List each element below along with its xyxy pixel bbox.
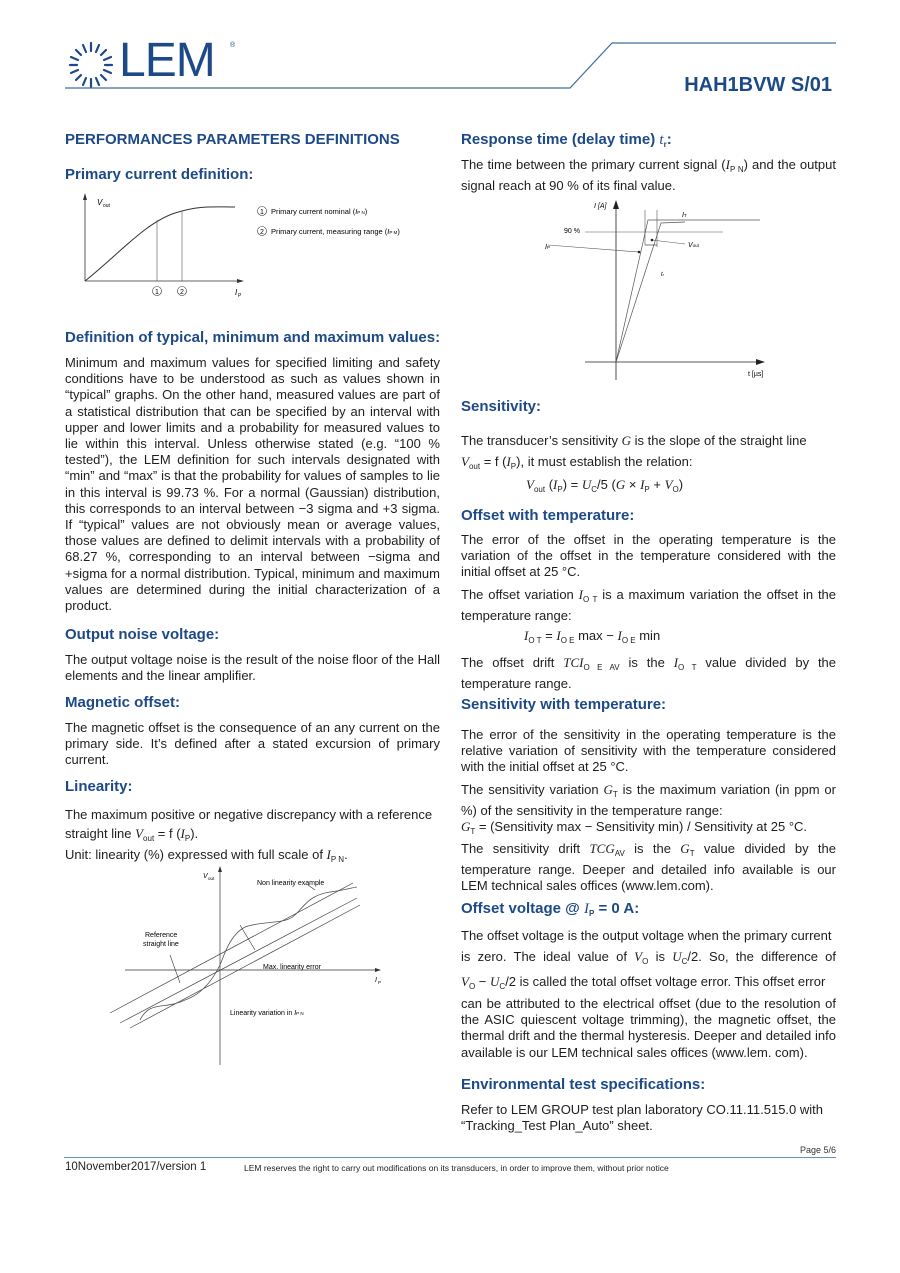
svg-text:I [A]: I [A] xyxy=(594,203,607,210)
svg-text:1: 1 xyxy=(155,289,159,296)
svg-text:Reference: Reference xyxy=(145,932,178,939)
lem-logo-text: LEM xyxy=(119,34,215,87)
sens-temp-p4: The sensitivity drift $TCG_{AV}$ is the $G_T$ value divided by the temperature range. Deeper and detailed info available is our LEM technical sales offices (www.lem.com). xyxy=(461,841,837,894)
svg-text:tr: tr xyxy=(661,272,665,278)
page-number: Page 5/6 xyxy=(799,1145,836,1155)
typical-heading: Definition of typical, minimum and maximum values: xyxy=(65,329,441,346)
svg-text:1: 1 xyxy=(260,209,264,216)
svg-text:V: V xyxy=(97,198,103,207)
sensitivity-heading: Sensitivity: xyxy=(461,398,542,415)
magnetic-heading: Magnetic offset: xyxy=(65,694,181,711)
svg-text:Primary current, measuring ran: Primary current, measuring range (IP M) xyxy=(271,227,400,236)
offset-temp-p2: The offset variation $I_{O T}$ is a maximum variation the offset in the temperature range: xyxy=(461,587,837,624)
svg-text:I: I xyxy=(235,288,238,297)
response-body: The time between the primary current signal $(I_{P N})$ and the output signal reach at 90 % of its final value. xyxy=(461,157,836,194)
svg-text:90 %: 90 % xyxy=(564,228,580,235)
offset-temp-p1: The error of the offset in the operating temperature is the variation of the offset in the temperature considered with the initial offset at 25 °C. xyxy=(461,532,836,580)
offset-temp-heading: Offset with temperature: xyxy=(461,507,635,524)
main-heading: PERFORMANCES PARAMETERS DEFINITIONS xyxy=(65,131,400,148)
svg-text:straight line: straight line xyxy=(143,941,179,948)
offset-voltage-heading: Offset voltage @ $I_P = 0$ A: xyxy=(461,900,640,918)
svg-text:t [µs]: t [µs] xyxy=(748,371,764,378)
sens-temp-p1: The error of the sensitivity in the operating temperature is the relative variation of sensitivity with the temperature considered with the initial offset at 25 °C. xyxy=(461,727,836,775)
sensitivity-formula: $V_{out}$ $(I_P) = U_C/5$ $(G \times I_P + V_O)$ xyxy=(526,477,684,494)
magnetic-body: The magnetic offset is the consequence of an any current on the primary side. It’s defined after a stated excursion of primary current. xyxy=(65,720,440,768)
response-heading: Response time (delay time) $t_r$: xyxy=(461,131,672,149)
svg-text:out: out xyxy=(103,203,110,209)
noise-body: The output voltage noise is the result of the noise floor of the Hall elements and the linear amplifier. xyxy=(65,652,440,684)
footer-rule xyxy=(64,1157,836,1158)
footer-version: 10November2017/version 1 xyxy=(65,1161,207,1173)
sens-temp-p3: $G_T$ = (Sensitivity max − Sensitivity min) / Sensitivity at 25 °C. xyxy=(461,819,808,836)
svg-text:2: 2 xyxy=(260,229,264,236)
sensitivity-body: The transducer’s sensitivity G is the slope of the straight line $V_{out} = f$ $(I_P)$, it must establish the relation: xyxy=(461,433,807,471)
linearity-figure xyxy=(105,865,385,1070)
svg-text:P: P xyxy=(238,293,242,299)
sens-temp-p2: The sensitivity variation $G_T$ is the maximum variation (in ppm or %) of the sensitivity in the temperature range: xyxy=(461,782,836,819)
offset-temp-p3: The offset drift $TCI_{O E AV}$ is the $I_{O T}$ value divided by the temperature range. xyxy=(461,655,837,692)
primary-current-figure xyxy=(80,193,425,303)
linearity-heading: Linearity: xyxy=(65,778,133,795)
document-title: HAH1BVW S/01 xyxy=(684,74,832,96)
offset-voltage-body: The offset voltage is the output voltage when the primary current is zero. The ideal value of $V_O$ is $U_C/2$. So, the difference of $V_O - U_C/2$ is called the total offset voltage error. This offset error can be attributed to the electrical offset (due to the resolution of the ASIC quiescent voltage trimming), the magnetic offset, the thermal drift and the thermal hysteresis. Deeper and detailed info available is our LEM technical sales offices (www.lem. com). xyxy=(461,928,836,1060)
svg-text:Primary current nominal (IP N): Primary current nominal (IP N) xyxy=(271,207,368,216)
svg-text:P: P xyxy=(378,980,382,985)
response-time-figure xyxy=(540,195,780,385)
env-body: Refer to LEM GROUP test plan laboratory CO.11.11.515.0 with “Tracking_Test Plan_Auto” sheet. xyxy=(461,1102,824,1134)
noise-heading: Output noise voltage: xyxy=(65,626,220,643)
typical-body: Minimum and maximum values for specified limiting and safety conditions have to be understood as such as values shown in “typical” graphs. On the other hand, measured values are part of a statistical distribution that can be specified by an interval with upper and lower limits and a probability for measured values to lie within this interval. Unless otherwise stated (e.g. “100 % tested”), the LEM definition for such intervals designated with “min” and “max” is that the probability for values of samples to lie in this interval is 99.73 %. For a normal (Gaussian) distribution, this corresponds to an interval between −3 sigma and +3 sigma. If “typical” values are not obviously mean or average values, those values are defined to delimit intervals with a probability of 68.27 %, corresponding to an interval between −sigma and +sigma for a normal distribution. Typical, minimum and maximum values are determined during the initial characterization of a product. xyxy=(65,355,440,614)
svg-text:Vout: Vout xyxy=(688,242,699,249)
svg-text:I: I xyxy=(375,977,377,984)
svg-text:V: V xyxy=(203,873,208,880)
svg-text:Max. linearity error: Max. linearity error xyxy=(263,964,321,971)
offset-temp-formula: $I_{O T} = I_{O E}$ $\max - I_{O E}$ min xyxy=(524,628,661,645)
svg-text:Non linearity example: Non linearity example xyxy=(257,880,325,887)
svg-text:IP: IP xyxy=(545,244,550,251)
linearity-body: The maximum positive or negative discrepancy with a reference straight line $V_{out} = f$ $(I_P)$. Unit: linearity (%) expressed with full scale of $I_{P N}$. xyxy=(65,807,433,864)
footer-notice: LEM reserves the right to carry out modifications on its transducers, in order to improve them, without prior notice xyxy=(244,1163,669,1173)
lem-logo-registered: ® xyxy=(230,42,236,49)
env-heading: Environmental test specifications: xyxy=(461,1076,706,1093)
svg-text:IT: IT xyxy=(682,212,687,219)
svg-text:Linearity variation in IP N: Linearity variation in IP N xyxy=(230,1010,304,1017)
sens-temp-heading: Sensitivity with temperature: xyxy=(461,696,667,713)
svg-text:2: 2 xyxy=(180,289,184,296)
header xyxy=(0,0,900,100)
svg-text:out: out xyxy=(208,876,215,881)
primary-current-heading: Primary current definition: xyxy=(65,166,254,183)
